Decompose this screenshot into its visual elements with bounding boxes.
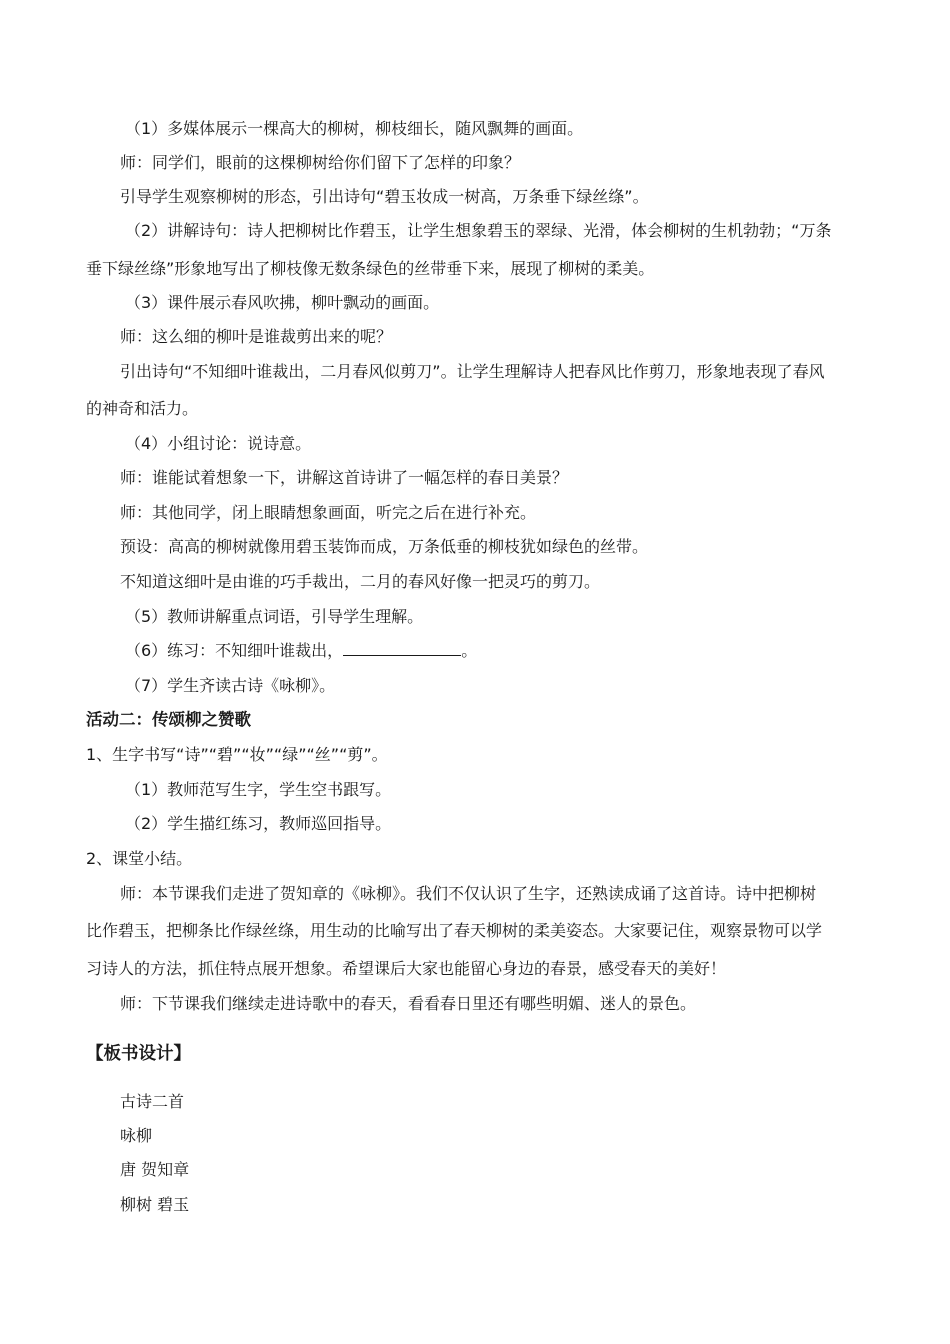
paragraph: 2、课堂小结。 <box>86 849 193 868</box>
paragraph: （1）教师范写生字，学生空书跟写。 <box>125 780 392 799</box>
paragraph: 不知道这细叶是由谁的巧手裁出，二月的春风好像一把灵巧的剪刀。 <box>120 572 601 591</box>
paragraph: 师：谁能试着想象一下，讲解这首诗讲了一幅怎样的春日美景？ <box>120 468 569 487</box>
paragraph: 师：这么细的柳叶是谁裁剪出来的呢？ <box>120 327 393 346</box>
exercise-line <box>125 632 905 670</box>
paragraph: （7）学生齐读古诗《咏柳》。 <box>125 676 336 695</box>
board-line: 柳树 碧玉 <box>120 1195 190 1214</box>
exercise-end: 。 <box>461 641 478 660</box>
paragraph: （1）多媒体展示一棵高大的柳树，柳枝细长，随风飘舞的画面。 <box>125 119 584 138</box>
paragraph: 引导学生观察柳树的形态，引出诗句“碧玉妆成一树高，万条垂下绿丝绦”。 <box>120 187 649 206</box>
paragraph: 比作碧玉，把柳条比作绿丝绦，用生动的比喻写出了春天柳树的柔美姿态。大家要记住，观察景物可以学 <box>86 921 823 940</box>
paragraph: 师：其他同学，闭上眼睛想象画面，听完之后在进行补充。 <box>120 503 537 522</box>
paragraph: 垂下绿丝绦”形象地写出了柳枝像无数条绿色的丝带垂下来，展现了柳树的柔美。 <box>86 259 655 278</box>
paragraph: 的神奇和活力。 <box>86 399 199 418</box>
paragraph: 师：本节课我们走进了贺知章的《咏柳》。我们不仅认识了生字，还熟读成诵了这首诗。诗中把柳树 <box>120 884 817 903</box>
paragraph: （5）教师讲解重点词语，引导学生理解。 <box>125 607 424 626</box>
paragraph: （2）讲解诗句：诗人把柳树比作碧玉，让学生想象碧玉的翠绿、光滑，体会柳树的生机勃勃；“万条 <box>125 221 832 240</box>
paragraph: （3）课件展示春风吹拂，柳叶飘动的画面。 <box>125 293 440 312</box>
board-line: 古诗二首 <box>120 1092 185 1111</box>
paragraph: 1、生字书写“诗”“碧”“妆”“绿”“丝”“剪”。 <box>86 745 388 764</box>
exercise-text: （6）练习：不知细叶谁裁出， <box>125 641 344 660</box>
paragraph: （2）学生描红练习，教师巡回指导。 <box>125 814 392 833</box>
section-heading: 活动二：传颂柳之赞歌 <box>86 710 251 729</box>
paragraph: 预设：高高的柳树就像用碧玉装饰而成，万条低垂的柳枝犹如绿色的丝带。 <box>120 537 649 556</box>
board-design-heading: 【板书设计】 <box>86 1044 191 1064</box>
board-line: 唐 贺知章 <box>120 1160 190 1179</box>
paragraph: 引出诗句“不知细叶谁裁出，二月春风似剪刀”。让学生理解诗人把春风比作剪刀，形象地表现了春风 <box>120 362 825 381</box>
paragraph: 师：下节课我们继续走进诗歌中的春天，看看春日里还有哪些明媚、迷人的景色。 <box>120 994 697 1013</box>
paragraph: 师：同学们，眼前的这棵柳树给你们留下了怎样的印象？ <box>120 153 521 172</box>
fill-blank <box>343 641 461 656</box>
paragraph: 习诗人的方法，抓住特点展开想象。希望课后大家也能留心身边的春景，感受春天的美好！ <box>86 959 727 978</box>
board-line: 咏柳 <box>120 1126 153 1145</box>
paragraph: （4）小组讨论：说诗意。 <box>125 434 312 453</box>
